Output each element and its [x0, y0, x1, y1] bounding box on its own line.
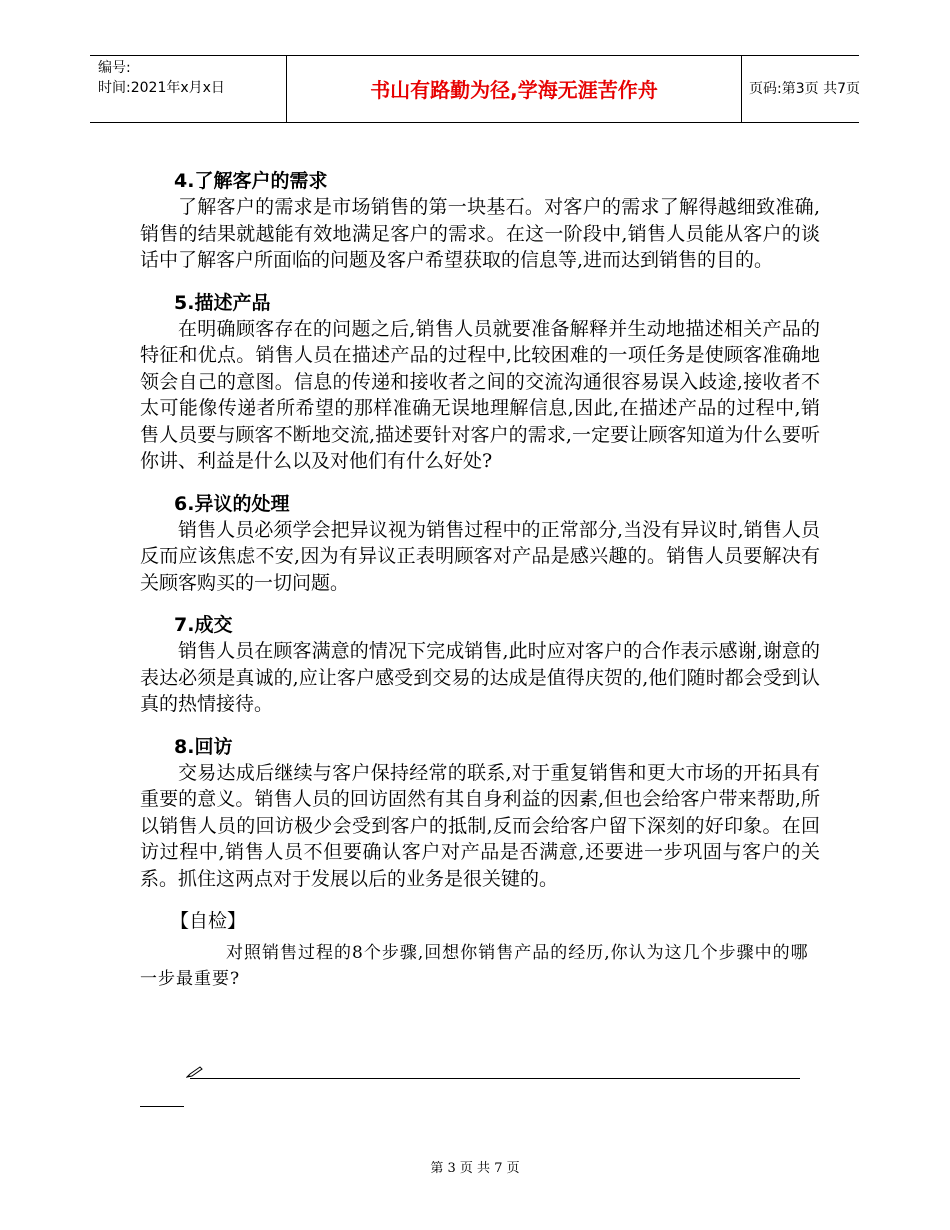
document-body	[140, 168, 820, 992]
pencil-icon	[186, 1066, 204, 1078]
number-label: 编号:	[98, 60, 131, 76]
section-closing	[140, 612, 820, 718]
motto: 书山有路勤为径,学海无涯苦作舟	[370, 78, 658, 102]
page-header	[90, 55, 859, 123]
page-info: 页码:第3页 共7页	[749, 81, 860, 97]
section-objection-handling	[140, 491, 820, 597]
page-footer: 第 3 页 共 7 页	[430, 1161, 520, 1176]
header-motto-cell	[286, 56, 742, 122]
time-label: 时间:2021年x月x日	[98, 80, 225, 96]
section-title: 8.回访	[174, 735, 233, 758]
section-body: 销售人员在顾客满意的情况下完成销售,此时应对客户的合作表示感谢,谢意的表达必须是真诚的,应让客户感受到交易的达成是值得庆贺的,他们随时都会受到认真的热情接待。	[140, 640, 820, 715]
section-follow-up	[140, 734, 820, 893]
answer-line[interactable]	[190, 1078, 800, 1079]
self-check-title: 【自检】	[170, 910, 247, 932]
section-body: 交易达成后继续与客户保持经常的联系,对于重复销售和更大市场的开拓具有重要的意义。销售人员的回访固然有其自身利益的因素,但也会给客户带来帮助,所以销售人员的回访极少会受到客户的抵制,反而会给客户留下深刻的好印象。在回访过程中,销售人员不但要确认客户对产品是否满意,还要进一步巩固与客户的关系。抓住这两点对于发展以后的业务是很关键的。	[140, 761, 820, 890]
section-body: 了解客户的需求是市场销售的第一块基石。对客户的需求了解得越细致准确,销售的结果就越能有效地满足客户的需求。在这一阶段中,销售人员能从客户的谈话中了解客户所面临的问题及客户希望获取的信息等,进而达到销售的目的。	[140, 196, 820, 271]
section-title: 6.异议的处理	[174, 492, 290, 515]
section-understand-needs	[140, 168, 820, 274]
header-meta	[90, 56, 286, 122]
answer-line-continued[interactable]	[140, 1106, 184, 1107]
section-title: 7.成交	[174, 614, 233, 636]
section-title: 5.描述产品	[174, 291, 271, 314]
section-body: 销售人员必须学会把异议视为销售过程中的正常部分,当没有异议时,销售人员反而应该焦虑不安,因为有异议正表明顾客对产品是感兴趣的。销售人员要解决有关顾客购买的一切问题。	[140, 518, 820, 594]
header-page-cell	[741, 56, 859, 122]
section-title: 4.了解客户的需求	[174, 170, 328, 192]
section-describe-product	[140, 290, 820, 475]
section-body: 在明确顾客存在的问题之后,销售人员就要准备解释并生动地描述相关产品的特征和优点。销售人员在描述产品的过程中,比较困难的一项任务是使顾客准确地领会自己的意图。信息的传递和接收者之间的交流沟通很容易误入歧途,接收者不太可能像传递者所希望的那样准确无误地理解信息,因此,在描述产品的过程中,销售人员要与顾客不断地交流,描述要针对客户的需求,一定要让顾客知道为什么要听你讲、利益是什么以及对他们有什么好处?	[140, 317, 820, 472]
self-check-question: 对照销售过程的8个步骤,回想你销售产品的经历,你认为这几个步骤中的哪一步最重要?	[140, 943, 809, 989]
self-check	[140, 908, 820, 992]
